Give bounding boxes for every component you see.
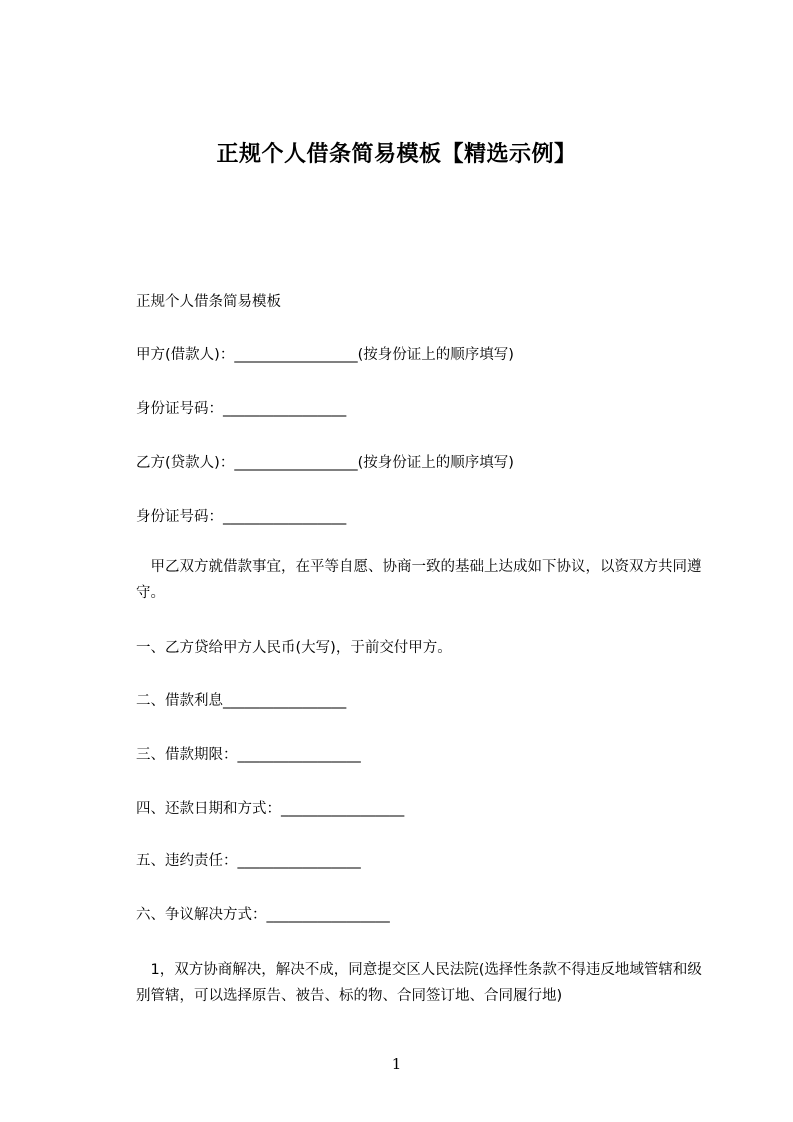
borrower-id-line: 身份证号码：_________________ <box>136 401 347 417</box>
subtitle-line: 正规个人借条简易模板 <box>136 294 281 310</box>
clause-1-line: 一、乙方贷给甲方人民币(大写)，于前交付甲方。 <box>136 640 452 656</box>
lender-line: 乙方(贷款人)：_________________(按身份证上的顺序填写) <box>136 455 514 471</box>
clause-6-dispute-line: 六、争议解决方式：_________________ <box>136 907 390 923</box>
clause-3-term-line: 三、借款期限：_________________ <box>136 747 361 763</box>
page-number: 1 <box>391 1055 402 1073</box>
lender-id-line: 身份证号码：_________________ <box>136 509 347 525</box>
agreement-intro-paragraph: 甲乙双方就借款事宜，在平等自愿、协商一致的基础上达成如下协议，以资双方共同遵守。 <box>136 559 702 601</box>
document-title: 正规个人借条简易模板【精选示例】 <box>216 142 577 167</box>
clause-2-interest-line: 二、借款利息_________________ <box>136 693 347 709</box>
borrower-line: 甲方(借款人)：_________________(按身份证上的顺序填写) <box>136 347 514 363</box>
clause-5-breach-line: 五、违约责任：_________________ <box>136 853 361 869</box>
dispute-resolution-paragraph: 1，双方协商解决，解决不成，同意提交区人民法院(选择性条款不得违反地域管辖和级别管辖，可以选择原告、被告、标的物、合同签订地、合同履行地) <box>136 962 702 1004</box>
clause-4-repayment-line: 四、还款日期和方式：_________________ <box>136 801 405 817</box>
